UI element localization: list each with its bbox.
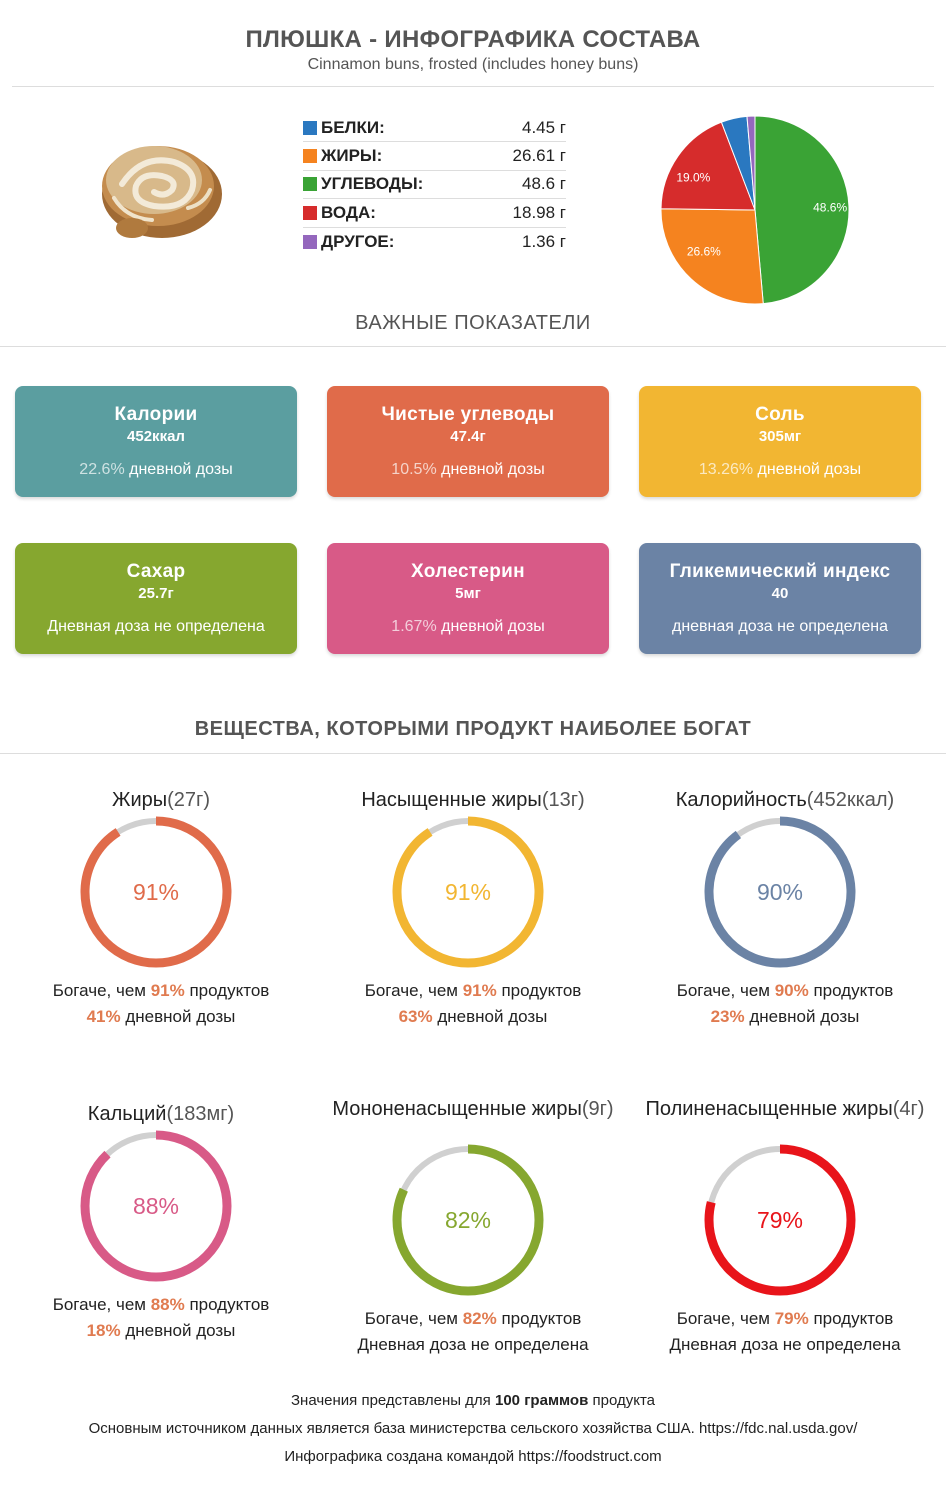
nutrient-title <box>328 788 618 812</box>
composition-row <box>303 114 566 142</box>
nutrient-daily-text: дневной дозы <box>120 1321 236 1340</box>
indicator-title: Чистые углеводы <box>381 404 555 425</box>
indicator-daily-pct: 1.67% <box>391 618 437 635</box>
legend-swatch <box>303 149 317 163</box>
indicator-note <box>639 618 921 636</box>
composition-row <box>303 228 566 256</box>
nutrient-title <box>16 1102 306 1126</box>
nutrient-richer-pct: 90% <box>774 981 809 1000</box>
composition-label: ВОДА: <box>321 202 376 222</box>
legend-swatch <box>303 177 317 191</box>
nutrient-amount: (27г) <box>167 789 210 811</box>
indicator-card <box>15 543 297 654</box>
composition-label: ЖИРЫ: <box>321 146 383 166</box>
nutrient-stats <box>323 978 623 1030</box>
indicator-title: Соль <box>755 404 805 425</box>
nutrient-richer-post: продуктов <box>496 981 582 1000</box>
indicator-note <box>15 618 297 636</box>
indicator-value: 5мг <box>455 585 481 602</box>
composition-row <box>303 142 566 170</box>
nutrient-daily <box>635 1004 935 1030</box>
composition-value: 48.6 г <box>521 174 566 194</box>
indicator-note <box>639 461 921 479</box>
composition-value: 18.98 г <box>512 202 566 222</box>
nutrient-title <box>640 788 930 812</box>
nutrient-richer-pre: Богаче, чем <box>676 981 775 1000</box>
nutrient-richer-pre: Богаче, чем <box>364 981 463 1000</box>
indicator-title: Сахар <box>126 561 186 582</box>
composition-label: УГЛЕВОДЫ: <box>321 174 424 194</box>
page-subtitle: Cinnamon buns, frosted (includes honey buns) <box>307 56 639 73</box>
nutrient-richer <box>11 978 311 1004</box>
ring-percent-label: 91% <box>132 879 180 905</box>
nutrient-richer <box>635 1306 935 1332</box>
rich-divider <box>0 753 946 754</box>
indicator-value: 47.4г <box>450 428 486 445</box>
indicator-card <box>15 386 297 497</box>
indicator-card <box>639 386 921 497</box>
page-title: ПЛЮШКА - ИНФОГРАФИКА СОСТАВА <box>245 26 701 53</box>
indicator-daily-pct: 10.5% <box>391 461 437 478</box>
ring-percent-label: 88% <box>132 1193 180 1219</box>
composition-pie-chart <box>655 110 855 310</box>
nutrient-richer-post: продуктов <box>496 1309 582 1328</box>
nutrient-richer <box>635 978 935 1004</box>
indicator-daily-pct: 13.26% <box>698 461 754 478</box>
composition-label: БЕЛКИ: <box>321 117 385 137</box>
indicator-value: 40 <box>771 585 789 602</box>
nutrient-richer-post: продуктов <box>808 981 894 1000</box>
indicator-daily-text: дневная доза не определена <box>671 618 888 635</box>
nutrient-amount: (9г) <box>581 1098 614 1120</box>
nutrient-richer-post: продуктов <box>184 1295 270 1314</box>
nutrient-richer-pre: Богаче, чем <box>52 1295 151 1314</box>
nutrient-richer <box>323 978 623 1004</box>
pie-slice-label: 19.0% <box>676 170 711 185</box>
nutrient-stats <box>635 1306 935 1358</box>
nutrient-richer-post: продуктов <box>184 981 270 1000</box>
nutrient-daily-pct: 41% <box>86 1007 121 1026</box>
nutrient-name: Насыщенные жиры <box>361 789 542 811</box>
indicator-card <box>327 386 609 497</box>
pie-slice-label: 48.6% <box>813 200 848 215</box>
nutrient-daily: Дневная доза не определена <box>669 1335 901 1354</box>
composition-value: 4.45 г <box>521 117 566 137</box>
nutrient-ring <box>700 812 860 977</box>
nutrient-name: Полиненасыщенные жиры <box>645 1098 893 1120</box>
nutrient-daily-text: дневной дозы <box>120 1007 236 1026</box>
nutrient-richer-pre: Богаче, чем <box>676 1309 775 1328</box>
nutrient-stats <box>323 1306 623 1358</box>
pie-slice-label: 26.6% <box>686 244 721 259</box>
composition-value: 26.61 г <box>512 146 566 166</box>
composition-label: ДРУГОЕ: <box>321 231 395 251</box>
nutrient-richer-pct: 82% <box>462 1309 497 1328</box>
legend-swatch <box>303 121 317 135</box>
nutrient-ring <box>76 1126 236 1291</box>
legend-swatch <box>303 235 317 249</box>
nutrient-stats <box>11 978 311 1030</box>
nutrient-ring <box>76 812 236 977</box>
nutrient-richer-pre: Богаче, чем <box>52 981 151 1000</box>
nutrient-richer-pct: 88% <box>150 1295 185 1314</box>
nutrient-title <box>328 1098 618 1120</box>
nutrient-richer <box>323 1306 623 1332</box>
nutrient-amount: (183мг) <box>166 1103 235 1125</box>
product-photo <box>92 128 228 248</box>
indicator-title: Калории <box>114 404 198 425</box>
ring-percent-label: 79% <box>756 1207 804 1233</box>
composition-table <box>303 114 566 256</box>
composition-row <box>303 199 566 227</box>
nutrient-ring <box>388 1140 548 1305</box>
important-heading: ВАЖНЫЕ ПОКАЗАТЕЛИ <box>355 312 591 334</box>
footer-basis-num: 100 <box>494 1392 521 1409</box>
legend-swatch <box>303 206 317 220</box>
nutrient-richer-pct: 91% <box>150 981 185 1000</box>
nutrient-name: Жиры <box>111 789 168 811</box>
nutrient-stats <box>11 1292 311 1344</box>
footer-basis-post: продукта <box>588 1392 656 1409</box>
nutrient-richer-pct: 79% <box>774 1309 809 1328</box>
footer-basis <box>0 1392 946 1409</box>
indicator-note <box>327 618 609 636</box>
nutrient-richer-post: продуктов <box>808 1309 894 1328</box>
nutrient-daily <box>323 1004 623 1030</box>
indicator-note <box>327 461 609 479</box>
nutrient-daily-pct: 18% <box>86 1321 121 1340</box>
important-divider <box>0 346 946 347</box>
nutrient-richer-pct: 91% <box>462 981 497 1000</box>
nutrient-amount: (4г) <box>892 1098 925 1120</box>
header-divider <box>12 86 934 87</box>
nutrient-name: Мононенасыщенные жиры <box>332 1098 582 1120</box>
indicator-daily-text: Дневная доза не определена <box>47 618 265 635</box>
nutrient-name: Кальций <box>87 1103 167 1125</box>
nutrient-ring <box>700 1140 860 1305</box>
footer-basis-unit: граммов <box>524 1392 589 1409</box>
nutrient-ring <box>388 812 548 977</box>
nutrient-richer <box>11 1292 311 1318</box>
indicator-daily-text: дневной дозы <box>753 461 862 478</box>
nutrient-title <box>16 788 306 812</box>
nutrient-daily-pct: 23% <box>710 1007 745 1026</box>
indicator-title: Холестерин <box>411 561 525 582</box>
nutrient-name: Калорийность <box>675 789 807 811</box>
indicator-daily-pct: 22.6% <box>79 461 125 478</box>
indicator-title: Гликемический индекс <box>669 561 891 582</box>
composition-value: 1.36 г <box>521 231 566 251</box>
indicator-daily-text: дневной дозы <box>436 618 545 635</box>
footer-credit: Инфографика создана командой https://foodstruct.com <box>284 1448 662 1465</box>
ring-percent-label: 90% <box>756 879 804 905</box>
indicator-card <box>639 543 921 654</box>
indicator-value: 452ккал <box>127 428 185 445</box>
nutrient-title <box>640 1098 930 1120</box>
ring-percent-label: 91% <box>444 879 492 905</box>
nutrient-daily <box>11 1318 311 1344</box>
footer-basis-pre: Значения представлены для <box>290 1392 495 1409</box>
composition-row <box>303 171 566 199</box>
nutrient-amount: (452ккал) <box>806 789 895 811</box>
indicator-daily-text: дневной дозы <box>436 461 545 478</box>
nutrient-daily-text: дневной дозы <box>432 1007 548 1026</box>
rich-heading: ВЕЩЕСТВА, КОТОРЫМИ ПРОДУКТ НАИБОЛЕЕ БОГАТ <box>194 718 752 740</box>
nutrient-daily <box>11 1004 311 1030</box>
indicator-value: 25.7г <box>138 585 174 602</box>
footer-source: Основным источником данных является база министерства сельского хозяйства США. https://fdc.nal.usda.gov/ <box>88 1420 858 1437</box>
indicator-daily-text: дневной дозы <box>124 461 233 478</box>
nutrient-stats <box>635 978 935 1030</box>
nutrient-richer-pre: Богаче, чем <box>364 1309 463 1328</box>
ring-percent-label: 82% <box>444 1207 492 1233</box>
nutrient-daily-text: дневной дозы <box>744 1007 860 1026</box>
indicator-card <box>327 543 609 654</box>
indicator-note <box>15 461 297 479</box>
indicator-value: 305мг <box>758 428 802 445</box>
nutrient-daily: Дневная доза не определена <box>357 1335 589 1354</box>
nutrient-daily-pct: 63% <box>398 1007 433 1026</box>
nutrient-amount: (13г) <box>541 789 585 811</box>
